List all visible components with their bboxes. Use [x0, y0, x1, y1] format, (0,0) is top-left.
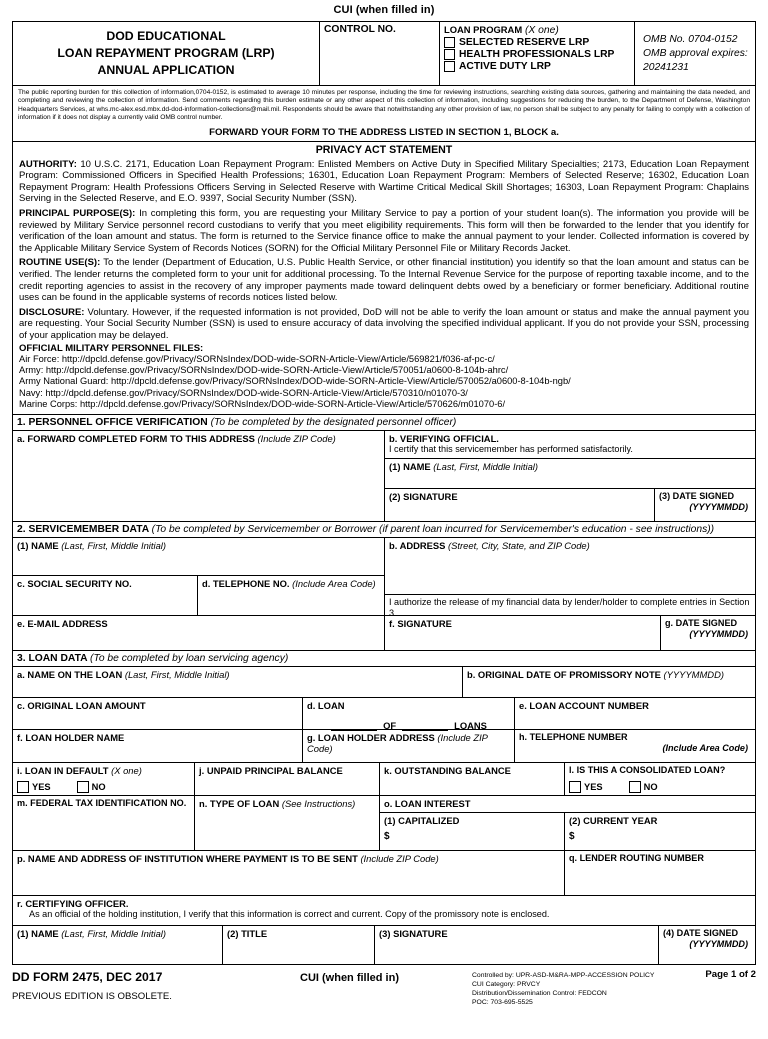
label-3q-lender-routing: q. LENDER ROUTING NUMBER: [569, 852, 704, 863]
burden-statement-block: [13, 85, 755, 141]
label-3n-type-of-loan: n. TYPE OF LOAN: [199, 797, 280, 809]
label-3r-certifying-officer: r. CERTIFYING OFFICER.: [17, 897, 129, 909]
privacy-routine-label: ROUTINE USE(S):: [19, 257, 101, 269]
dd-form-2475: [12, 21, 756, 965]
field-interest-capitalized[interactable]: [380, 813, 565, 850]
text-verifying-certification: I certify that this servicemember has performed satisfactorily.: [389, 444, 633, 455]
loan-amount-row: [13, 698, 755, 730]
control-no-label: CONTROL NO.: [324, 24, 396, 35]
field-federal-tax-id[interactable]: [13, 796, 195, 850]
section-2-body: [13, 538, 755, 650]
interest-sub-row: [380, 813, 755, 850]
dollar-sign-capitalized: $: [384, 831, 390, 843]
label-3f-holder-name: f. LOAN HOLDER NAME: [17, 731, 125, 743]
label-active-duty: ACTIVE DUTY LRP: [459, 61, 551, 72]
field-loan-account-number[interactable]: [515, 698, 755, 729]
section-3-label: 3. LOAN DATA: [17, 652, 88, 664]
label-b-verifying-official: b. VERIFYING OFFICIAL.: [389, 432, 499, 444]
label-2g-date-signed: g. DATE SIGNED: [665, 617, 738, 628]
loan-program-block: [439, 22, 634, 85]
label-3i-loan-default: i. LOAN IN DEFAULT: [17, 764, 109, 776]
privacy-disclosure-text: Voluntary. However, if the requested information is not provided, DoD will not be able to verify the loan amount or status and make the annual payment you are requesting. Your Social Security Number (SSN) is used to ensure accuracy of data involving the specified individual applicant. If you do not provide your SSN, processing of your application may be delayed.: [19, 306, 750, 341]
field-servicemember-name[interactable]: [13, 538, 385, 576]
checkbox-icon-health-professionals[interactable]: [444, 49, 455, 60]
label-b3-date-signed: (3) DATE SIGNED: [659, 490, 735, 501]
label-3o-loan-interest-row: [380, 796, 755, 813]
field-original-loan-amount[interactable]: [13, 698, 303, 729]
privacy-principal-paragraph: [19, 208, 749, 254]
field-verifying-official-name[interactable]: [385, 459, 755, 489]
form-title-line-1: DOD EDUCATIONAL: [106, 29, 226, 43]
footer-left: [12, 970, 227, 1008]
sorn-link-air-force[interactable]: Air Force: http://dpcld.defense.gov/Privacy/SORNsIndex/DOD-wide-SORN-Article-View/Article/569821/f036-af-pc-c/: [19, 353, 495, 364]
note-2g-date-format: (YYYYMMDD): [689, 628, 748, 639]
field-type-of-loan[interactable]: [195, 796, 380, 850]
cui-banner-top: CUI (when filled in): [333, 4, 435, 16]
field-certifying-officer-title[interactable]: [223, 926, 375, 964]
label-2d-telephone: d. TELEPHONE NO.: [202, 577, 290, 589]
label-3b-promissory-date: b. ORIGINAL DATE OF PROMISSORY NOTE: [467, 668, 661, 680]
label-b2-signature: (2) SIGNATURE: [389, 490, 458, 502]
label-3e-loan-account: e. LOAN ACCOUNT NUMBER: [519, 699, 649, 711]
checkbox-row-active-duty[interactable]: [444, 61, 631, 72]
note-3b-date-format: (YYYYMMDD): [663, 668, 724, 680]
label-3o2-current-year: (2) CURRENT YEAR: [569, 814, 658, 826]
note-2b-address-format: (Street, City, State, and ZIP Code): [448, 539, 590, 551]
field-verifying-official: [385, 431, 755, 459]
privacy-act-title: PRIVACY ACT STATEMENT: [315, 143, 453, 156]
field-original-date-promissory-note[interactable]: [463, 667, 755, 697]
field-certifying-officer-date[interactable]: [659, 926, 755, 964]
tax-type-interest-row: [13, 796, 755, 851]
verifying-official-block: [385, 431, 755, 521]
label-b1-name: (1) NAME: [389, 460, 431, 472]
certifying-officer-block: [13, 896, 755, 926]
consolidated-yes-no-group[interactable]: [569, 781, 752, 793]
label-a-forward-address: a. FORWARD COMPLETED FORM TO THIS ADDRESS: [17, 432, 255, 444]
label-3o1-capitalized: (1) CAPITALIZED: [384, 814, 460, 826]
text-certifying-officer-statement: As an official of the holding institution, I verify that this information is correct and current. Copy of the promissory note is enclosed.: [29, 909, 550, 920]
loan-name-date-row: [13, 667, 755, 698]
control-no-field[interactable]: [319, 22, 439, 85]
note-b1-name-format: (Last, First, Middle Initial): [433, 460, 538, 472]
loan-program-note: (X one): [525, 25, 559, 36]
checkbox-icon-default-yes[interactable]: [17, 781, 29, 793]
loan-interest-block: [380, 796, 755, 850]
checkbox-icon-selected-reserve[interactable]: [444, 37, 455, 48]
section-2-note: (To be completed by Servicemember or Borrower (if parent loan incurred for Servicemember's education - see instructions)): [151, 523, 715, 535]
label-3d-of: OF: [383, 720, 397, 732]
label-consolidated-yes: YES: [584, 781, 603, 792]
label-3g-holder-address: g. LOAN HOLDER ADDRESS: [307, 731, 435, 743]
field-payment-institution-address[interactable]: [13, 851, 565, 895]
section-3-bar: [13, 650, 755, 667]
footer-controlled-by: Controlled by: UPR-ASD-M&RA-MPP-ACCESSION POLICY: [472, 971, 655, 979]
field-email-address[interactable]: [13, 616, 385, 650]
field-telephone-no[interactable]: [198, 576, 385, 616]
field-name-on-loan[interactable]: [13, 667, 463, 697]
field-loan-holder-address[interactable]: [303, 730, 515, 762]
section-2-bar: [13, 521, 755, 538]
checkbox-icon-consolidated-no[interactable]: [629, 781, 641, 793]
label-default-yes: YES: [32, 782, 51, 793]
payment-institution-row: [13, 851, 755, 896]
field-verifying-official-date[interactable]: [655, 489, 755, 521]
field-verifying-official-signature[interactable]: [385, 489, 655, 521]
form-footer: [12, 965, 756, 1008]
section-1-bar: [13, 414, 755, 431]
label-3c-original-amount: c. ORIGINAL LOAN AMOUNT: [17, 699, 146, 711]
label-3l-consolidated: l. IS THIS A CONSOLIDATED LOAN?: [569, 764, 726, 775]
label-3d-loans: LOANS: [454, 720, 487, 732]
certifying-officer-signature-row: [13, 926, 755, 964]
loan-holder-row: [13, 730, 755, 763]
privacy-principal-text: In completing this form, you are requesting your Military Service to pay a portion of your student loan(s). The information you provide will be reviewed by Military Service personnel record custodians to verify that you meet eligibility requirements. This form will then be forwarded to the lender that you identify for verification of the loan amount and status. The form is returned to the Service finance office to make the annual payment to your lender. Collected information is covered by the Applicable Military Service System of Records Notices (SORN) for the Official Military Personnel File or Military Records Jacket.: [19, 208, 750, 254]
label-3p-payment-institution: p. NAME AND ADDRESS OF INSTITUTION WHERE PAYMENT IS TO BE SENT: [17, 852, 358, 864]
footer-form-id: DD FORM 2475, DEC 2017: [12, 969, 163, 984]
section-2-label: 2. SERVICEMEMBER DATA: [17, 523, 149, 535]
field-consolidated-loan[interactable]: [565, 763, 755, 795]
label-2c-ssn: c. SOCIAL SECURITY NO.: [17, 577, 132, 589]
section-2-right-column: [385, 538, 755, 650]
privacy-disclosure-label: DISCLOSURE:: [19, 306, 85, 318]
privacy-routine-text: To the lender (Department of Education, U.S. Public Health Service, or other financial institution) you identify so that the loan amount and status can be verified. The lender returns the completed form to your unit for additional processing. To the Internal Revenue Service for the purpose of reporting taxable income, and to the credit reporting agencies to assist in the recovery of any improper payments made toward delinquent debts owed by a beneficiary or former beneficiary. Additional routine uses can be found in the applicable systems of records notices listed below.: [19, 257, 750, 304]
field-servicemember-signature[interactable]: [385, 616, 661, 650]
field-certifying-officer-name[interactable]: [13, 926, 223, 964]
privacy-principal-label: PRINCIPAL PURPOSE(S):: [19, 208, 136, 219]
form-title-line-2: LOAN REPAYMENT PROGRAM (LRP): [57, 46, 275, 60]
omb-expires-date: 20241231: [643, 61, 689, 73]
loan-program-heading: [444, 24, 631, 36]
loan-program-label: LOAN PROGRAM: [444, 24, 523, 35]
cui-banner-bottom: CUI (when filled in): [300, 971, 399, 984]
label-health-professionals: HEALTH PROFESSIONALS LRP: [459, 49, 615, 60]
official-military-files-title: OFFICIAL MILITARY PERSONNEL FILES:: [19, 342, 204, 354]
label-3h-telephone: h. TELEPHONE NUMBER: [519, 731, 628, 742]
label-3m-federal-tax-id: m. FEDERAL TAX IDENTIFICATION NO.: [17, 797, 187, 808]
form-header-row: [13, 22, 755, 85]
field-certifying-officer-signature[interactable]: [375, 926, 659, 964]
section-3-note: (To be completed by loan servicing agency): [90, 652, 289, 664]
field-interest-current-year[interactable]: [565, 813, 755, 850]
privacy-routine-paragraph: [19, 257, 749, 303]
footer-previous-edition: PREVIOUS EDITION IS OBSOLETE.: [12, 990, 172, 1002]
label-2f-signature: f. SIGNATURE: [389, 617, 452, 629]
form-title-block: [13, 22, 319, 85]
form-title-line-3: ANNUAL APPLICATION: [97, 63, 235, 77]
label-3a-name-on-loan: a. NAME ON THE LOAN: [17, 668, 123, 680]
footer-distribution-control: Distribution/Dissemination Control: FEDCON: [472, 989, 607, 997]
checkbox-row-selected-reserve[interactable]: [444, 37, 631, 48]
label-2a-name: (1) NAME: [17, 539, 59, 551]
note-3n-see-instructions: (See Instructions): [281, 797, 356, 809]
section-1-note: (To be completed by the designated personnel officer): [210, 416, 457, 428]
label-3r1-name: (1) NAME: [17, 927, 59, 939]
field-outstanding-balance[interactable]: [380, 763, 565, 795]
footer-control-markings: [472, 970, 756, 1008]
ssn-phone-row: [13, 576, 385, 616]
footer-page-number: Page 1 of 2: [705, 968, 756, 980]
field-loan-holder-name[interactable]: [13, 730, 303, 762]
checkbox-icon-consolidated-yes[interactable]: [569, 781, 581, 793]
omb-block: [634, 22, 755, 85]
authorization-statement: [385, 595, 755, 616]
sorn-link-navy[interactable]: Navy: http://dpcld.defense.gov/Privacy/SORNsIndex/DOD-wide-SORN-Article-View/Article/570310/n01070-3/: [19, 387, 468, 398]
sorn-link-army[interactable]: Army: http://dpcld.defense.gov/Privacy/SORNsIndex/DOD-wide-SORN-Article-View/Article/570051/a0600-8-104b-ahrc/: [19, 364, 509, 375]
privacy-act-block: [13, 141, 755, 414]
note-3h-area-code: (Include Area Code): [662, 742, 748, 753]
label-selected-reserve: SELECTED RESERVE LRP: [459, 37, 590, 48]
text-authorize-release: I authorize the release of my financial data by lender/holder to complete entries in Section 3.: [389, 596, 750, 618]
field-servicemember-date-signed[interactable]: [661, 616, 755, 650]
default-yes-no-group[interactable]: [17, 781, 191, 793]
forward-notice: FORWARD YOUR FORM TO THE ADDRESS LISTED IN SECTION 1, BLOCK a.: [209, 126, 559, 138]
privacy-disclosure-paragraph: [19, 307, 749, 342]
note-3p-include-zip: (Include ZIP Code): [360, 852, 439, 864]
field-unpaid-principal-balance[interactable]: [195, 763, 380, 795]
field-forward-address[interactable]: [13, 431, 385, 521]
label-3o-loan-interest: o. LOAN INTEREST: [384, 797, 471, 809]
field-lender-routing-number[interactable]: [565, 851, 755, 895]
note-b3-date-format: (YYYYMMDD): [689, 501, 748, 512]
omb-number: OMB No. 0704-0152: [643, 33, 738, 45]
signature-date-row-1: [385, 489, 755, 521]
omb-expires-label: OMB approval expires:: [643, 47, 748, 59]
section-1-body: [13, 431, 755, 521]
label-3d-loan: d. LOAN: [307, 699, 345, 711]
footer-poc: POC: 703-695-5525: [472, 999, 533, 1007]
field-loan-count[interactable]: [303, 698, 515, 732]
note-3a-name-format: (Last, First, Middle Initial): [124, 668, 230, 680]
note-3g-include-zip: (Include ZIP Code): [307, 731, 488, 755]
label-3j-unpaid-principal: j. UNPAID PRINCIPAL BALANCE: [199, 764, 343, 776]
label-default-no: NO: [91, 782, 106, 793]
label-3k-outstanding-balance: k. OUTSTANDING BALANCE: [384, 764, 511, 776]
footer-cui-category: CUI Category: PRVCY: [472, 980, 541, 988]
sorn-link-army-national-guard[interactable]: Army National Guard: http://dpcld.defense.gov/Privacy/SORNsIndex/DOD-wide-SORN-Article-View/Article/570052/a0600-8-104b-ngb/: [19, 376, 571, 387]
note-2d-area-code: (Include Area Code): [292, 577, 376, 589]
note-3r1-name-format: (Last, First, Middle Initial): [61, 927, 166, 939]
field-servicemember-address[interactable]: [385, 538, 755, 595]
label-3r2-title: (2) TITLE: [227, 927, 268, 939]
sorn-link-marine-corps[interactable]: Marine Corps: http://dpcld.defense.gov/Privacy/SORNsIndex/DOD-wide-SORN-Article-View/Article/570626/m01070-6/: [19, 399, 506, 410]
privacy-authority-label: AUTHORITY:: [19, 158, 77, 170]
label-3r4-date-signed: (4) DATE SIGNED: [663, 927, 739, 938]
checkbox-icon-default-no[interactable]: [77, 781, 89, 793]
section-2-left-column: [13, 538, 385, 650]
note-3i-x-one: (X one): [111, 764, 142, 776]
label-consolidated-no: NO: [643, 781, 658, 792]
field-holder-telephone-number[interactable]: [515, 730, 755, 762]
dollar-sign-current-year: $: [569, 831, 575, 843]
loan-default-row: [13, 763, 755, 796]
privacy-authority-paragraph: [19, 159, 749, 205]
label-3r3-signature: (3) SIGNATURE: [379, 927, 448, 939]
field-forward-address-label: [17, 433, 381, 445]
field-social-security-no[interactable]: [13, 576, 198, 616]
label-2b-address: b. ADDRESS: [389, 539, 446, 551]
burden-statement-text: The public reporting burden for this collection of information,0704-0152, is estimated to average 10 minutes per response, including the time for reviewing instructions, searching existing data sources, gathering and maintaining the data needed, and completing and reviewing the collection of information. Send comments regarding this burden estimate or any other aspect of this collection of information, including suggestions for reducing the burden, to the Department of Defense, Washington Headquarters Services, at whs.mc-alex.esd.mbx.dd-dod-information-collections@mail.mil. Respondents should be aware that notwithstanding any other provision of law, no person shall be subject to any penalty for failing to comply with a collection of information if it does not display a currently valid OMB control number.: [18, 89, 750, 122]
note-a-include-zip: (Include ZIP Code): [257, 432, 336, 444]
label-2e-email: e. E-MAIL ADDRESS: [17, 617, 108, 629]
note-2a-name-format: (Last, First, Middle Initial): [61, 539, 166, 551]
checkbox-icon-active-duty[interactable]: [444, 61, 455, 72]
signature-date-row-2: [385, 616, 755, 650]
section-1-label: 1. PERSONNEL OFFICE VERIFICATION: [17, 416, 208, 428]
field-loan-in-default[interactable]: [13, 763, 195, 795]
checkbox-row-health-professionals[interactable]: [444, 49, 631, 60]
privacy-authority-text: 10 U.S.C. 2171, Education Loan Repayment Program: Enlisted Members on Active Duty in Specified Military Specialties; 2173, Education Loan Repayment Program: Commissioned Officers in Specified Health Professions; 16301, Education Loan Repayment Program: Members of Selected Reserve; 16302, Education Loan Repayment Program: Health Professions Officers Serving in Selected Reserve with Wartime Critical Medical Skill Shortages; 16303, Loan Repayment Program: Chaplains Serving in the Selected Reserve, and E.O. 9397, Social Security Number (SSN).: [19, 158, 749, 205]
note-3r4-date-format: (YYYYMMDD): [689, 938, 748, 949]
